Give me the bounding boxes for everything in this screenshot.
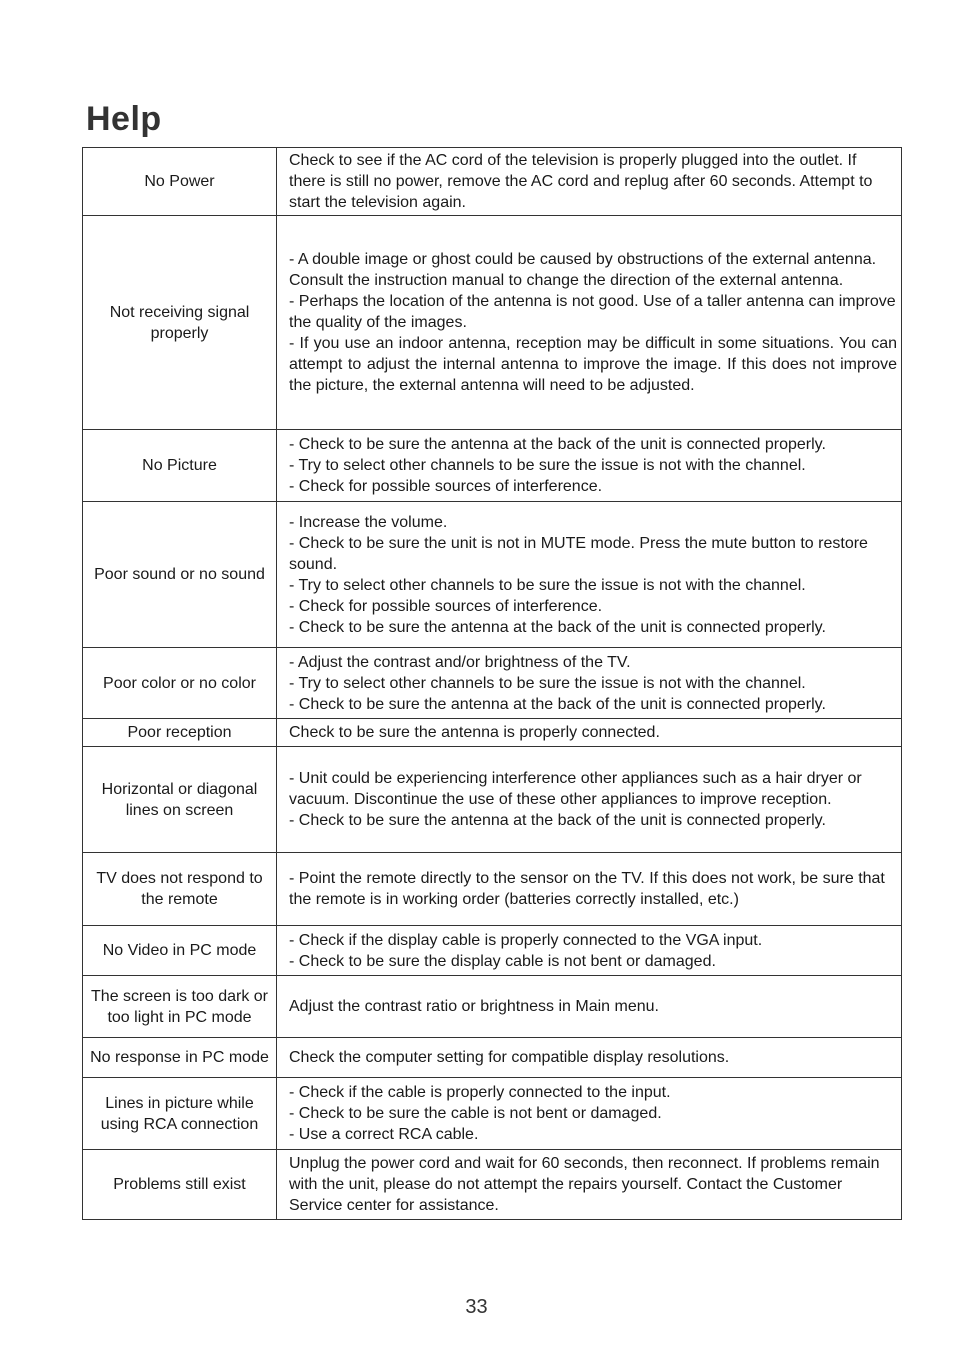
solution-cell (277, 1150, 902, 1220)
solution-cell (277, 148, 902, 216)
page-title: Help (86, 100, 162, 138)
page-number: 33 (465, 1296, 488, 1318)
solution-cell (277, 926, 902, 976)
table-row (83, 648, 902, 719)
solution-cell (277, 648, 902, 719)
solution-line: - Check to be sure the antenna at the back of the unit is connected properly. (289, 812, 826, 829)
issue-cell: Horizontal or diagonal lines on screen (83, 747, 277, 853)
table-row (83, 148, 902, 216)
solution-cell (277, 853, 902, 926)
table-row (83, 1038, 902, 1078)
issue-cell: Poor reception (83, 719, 277, 747)
issue-cell: Not receiving signal properly (83, 216, 277, 430)
solution-cell (277, 1038, 902, 1078)
issue-cell: TV does not respond to the remote (83, 853, 277, 926)
solution-line: - If you use an indoor antenna, reception may be difficult in some situations. You can attempt to adjust the internal antenna to improve the image. If this does not improve the picture, the external antenna will need to be adjusted. (289, 335, 897, 394)
solution-line: Adjust the contrast ratio or brightness in Main menu. (289, 998, 659, 1015)
solution-line: - Use a correct RCA cable. (289, 1126, 479, 1143)
issue-cell: Poor sound or no sound (83, 502, 277, 648)
solution-line: - Check to be sure the cable is not bent or damaged. (289, 1105, 662, 1122)
solution-cell (277, 719, 902, 747)
solution-line: Check to see if the AC cord of the television is properly plugged into the outlet. If there is still no power, remove the AC cord and replug after 60 seconds. Attempt to start the television again. (289, 152, 873, 211)
solution-cell (277, 1078, 902, 1150)
issue-cell: No response in PC mode (83, 1038, 277, 1078)
solution-line: - Check to be sure the unit is not in MUTE mode. Press the mute button to restore sound. (289, 534, 868, 573)
issue-cell: Poor color or no color (83, 648, 277, 719)
solution-line: - Check if the display cable is properly connected to the VGA input. (289, 931, 763, 949)
issue-cell: Lines in picture while using RCA connection (83, 1078, 277, 1150)
table-row (83, 216, 902, 430)
solution-line: - Unit could be experiencing interference other appliances such as a hair dryer or vacuum. Discontinue the use of these other appliances to improve reception. (289, 770, 862, 808)
solution-line: - Check to be sure the antenna at the back of the unit is connected properly. (289, 436, 826, 453)
table-row (83, 853, 902, 926)
solution-line: - Try to select other channels to be sure the issue is not with the channel. (289, 674, 806, 692)
solution-cell (277, 216, 902, 430)
solution-line: - Perhaps the location of the antenna is not good. Use of a taller antenna can improve the quality of the images. (289, 293, 896, 331)
table-row (83, 747, 902, 853)
issue-cell: The screen is too dark or too light in PC mode (83, 976, 277, 1038)
solution-cell (277, 976, 902, 1038)
solution-line: - Check for possible sources of interference. (289, 478, 603, 495)
solution-line: - A double image or ghost could be caused by obstructions of the external antenna. Consult the instruction manual to change the direction of the external antenna. (289, 251, 877, 289)
table-row (83, 926, 902, 976)
table-row (83, 976, 902, 1038)
table-row (83, 719, 902, 747)
solution-line: Check the computer setting for compatible display resolutions. (289, 1049, 730, 1066)
solution-cell (277, 502, 902, 648)
table-row (83, 430, 902, 502)
solution-line: - Check to be sure the antenna at the back of the unit is connected properly. (289, 695, 826, 713)
issue-cell: No Video in PC mode (83, 926, 277, 976)
troubleshooting-table (82, 147, 902, 1220)
table-row (83, 502, 902, 648)
solution-line: - Check to be sure the display cable is not bent or damaged. (289, 952, 716, 970)
issue-cell: No Power (83, 148, 277, 216)
solution-line: - Check for possible sources of interference. (289, 597, 603, 615)
solution-line: - Try to select other channels to be sure the issue is not with the channel. (289, 576, 806, 594)
solution-line: - Check to be sure the antenna at the back of the unit is connected properly. (289, 618, 826, 636)
solution-line: - Point the remote directly to the sensor on the TV. If this does not work, be sure that the remote is in working order (batteries correctly installed, etc.) (289, 870, 885, 908)
table-row (83, 1150, 902, 1220)
solution-line: Check to be sure the antenna is properly connected. (289, 724, 660, 741)
solution-cell (277, 747, 902, 853)
solution-cell (277, 430, 902, 502)
table-row (83, 1078, 902, 1150)
issue-cell: Problems still exist (83, 1150, 277, 1220)
solution-line: Unplug the power cord and wait for 60 seconds, then reconnect. If problems remain with the unit, please do not attempt the repairs yourself. Contact the Customer Service center for assistance. (289, 1155, 880, 1214)
issue-cell: No Picture (83, 430, 277, 502)
solution-line: - Adjust the contrast and/or brightness of the TV. (289, 653, 631, 671)
solution-line: - Increase the volume. (289, 513, 448, 531)
solution-line: - Check if the cable is properly connected to the input. (289, 1084, 671, 1101)
solution-line: - Try to select other channels to be sure the issue is not with the channel. (289, 457, 806, 474)
